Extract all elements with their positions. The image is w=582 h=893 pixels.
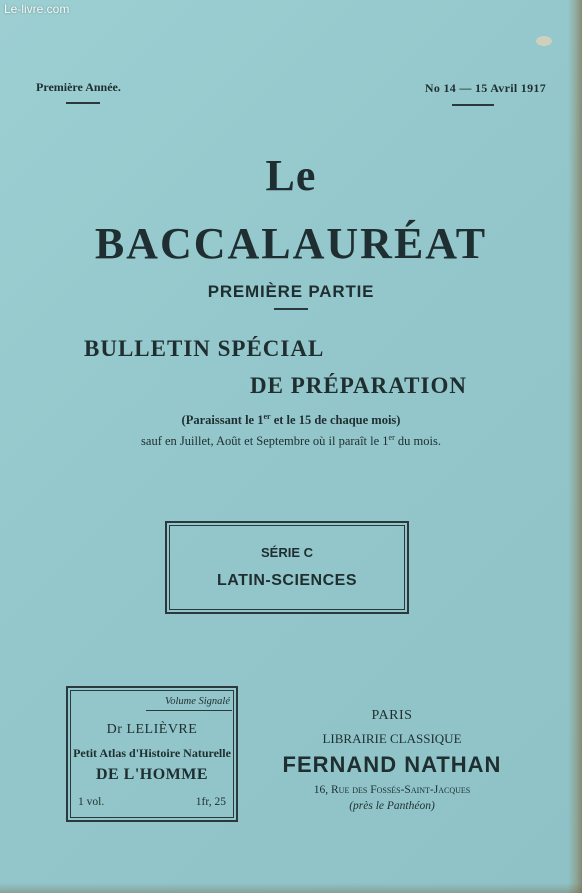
publisher-note: (près le Panthéon) [349,800,435,812]
serie-label: SÉRIE C [260,545,313,560]
publisher-library: LIBRAIRIE CLASSIQUE [322,731,462,746]
serie-name: LATIN-SCIENCES [216,572,358,589]
publisher-address: 16, Rue des Fossés-Saint-Jacques [313,784,471,796]
ad-title-2: DE L'HOMME [95,766,209,783]
divider [452,104,494,106]
serie-box [165,521,409,614]
publisher-city: PARIS [371,708,413,723]
ad-author: Dr LELIÈVRE [106,722,198,737]
ad-volume: 1 vol. [78,796,105,808]
bulletin-line-2: DE PRÉPARATION [250,373,467,398]
exception-text: du mois. [394,434,441,449]
book-advertisement [66,686,238,822]
exception-text: sauf en Juillet, Août et Septembre où il paraît le 1 [141,434,389,449]
page-edge [568,0,582,893]
frequency-note [0,412,582,428]
divider [66,102,100,104]
ink-stain [536,36,552,46]
page-edge [0,883,582,893]
subtitle: PREMIÈRE PARTIE [207,282,375,301]
frequency-text: (Paraissant le 1 [181,413,264,428]
exception-note [0,433,582,449]
bulletin-line-1: BULLETIN SPÉCIAL [84,336,325,361]
divider [146,710,232,711]
divider [274,308,308,310]
ad-tag: Volume Signalé [164,696,230,707]
page-title: BACCALAURÉAT [94,219,488,268]
title-le: Le [265,151,317,200]
watermark: Le-livre.com [4,2,70,16]
issue-label: No 14 — 15 Avril 1917 [424,81,546,95]
publisher-name: FERNAND NATHAN [282,752,502,777]
ad-price: 1fr, 25 [195,796,226,808]
ad-title: Petit Atlas d'Histoire Naturelle [73,746,231,760]
superscript: er [388,433,395,442]
year-label: Première Année. [36,80,121,94]
superscript: er [263,412,271,421]
frequency-text: et le 15 de chaque mois) [270,413,401,428]
